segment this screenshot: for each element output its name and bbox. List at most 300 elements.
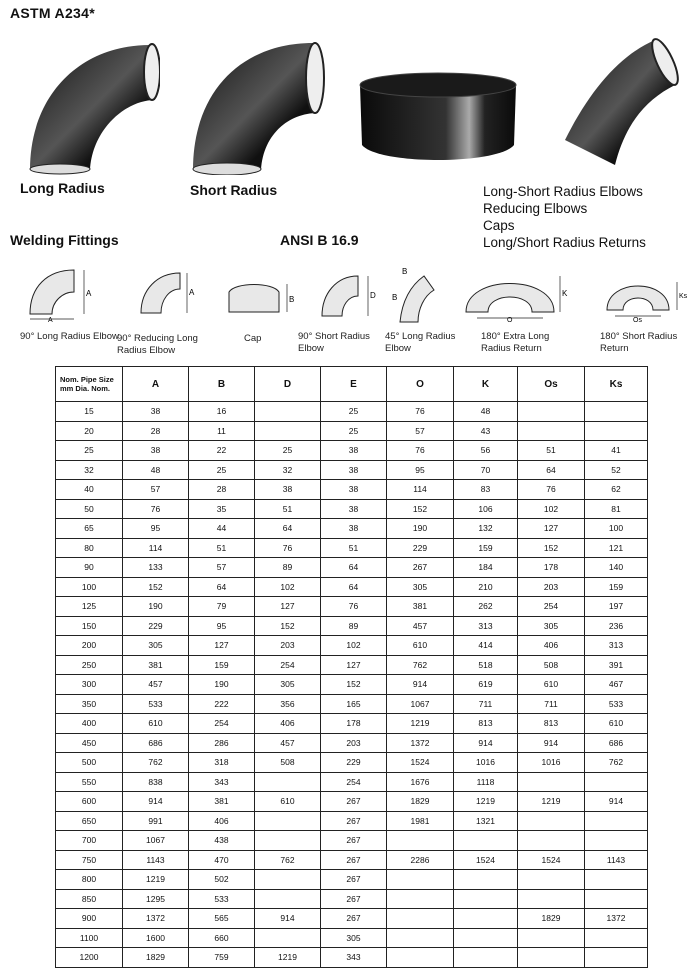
table-cell: 1016 [454, 753, 518, 773]
table-cell: 267 [321, 831, 387, 851]
table-row [56, 480, 648, 500]
table-cell [518, 928, 585, 948]
table-cell: 38 [123, 402, 189, 422]
table-cell: 25 [255, 441, 321, 461]
table-row [56, 733, 648, 753]
table-cell: 222 [189, 694, 255, 714]
table-cell: 50 [56, 499, 123, 519]
table-row [56, 772, 648, 792]
table-cell: 533 [585, 694, 648, 714]
sketch-label: 90° Reducing Long Radius Elbow [117, 333, 198, 356]
table-cell [387, 928, 454, 948]
svg-text:D: D [370, 291, 376, 300]
table-cell: 25 [321, 421, 387, 441]
table-row [56, 597, 648, 617]
table-cell: 38 [321, 480, 387, 500]
column-header: E [321, 367, 387, 402]
table-cell: 70 [454, 460, 518, 480]
table-cell: 565 [189, 909, 255, 929]
table-row [56, 714, 648, 734]
table-cell: 900 [56, 909, 123, 929]
table-cell: 262 [454, 597, 518, 617]
table-cell: 711 [518, 694, 585, 714]
table-cell: 200 [56, 636, 123, 656]
table-cell: 40 [56, 480, 123, 500]
table-cell: 1143 [585, 850, 648, 870]
table-cell: 76 [387, 441, 454, 461]
table-cell: 1372 [585, 909, 648, 929]
table-cell: 52 [585, 460, 648, 480]
table-cell: 1219 [387, 714, 454, 734]
table-row [56, 792, 648, 812]
table-cell: 197 [585, 597, 648, 617]
table-cell [585, 831, 648, 851]
table-cell: 305 [123, 636, 189, 656]
table-row [56, 538, 648, 558]
table-cell [585, 889, 648, 909]
table-cell: 1219 [123, 870, 189, 890]
table-cell: 438 [189, 831, 255, 851]
table-cell [518, 772, 585, 792]
table-cell: 610 [387, 636, 454, 656]
table-cell: 65 [56, 519, 123, 539]
table-cell: 95 [123, 519, 189, 539]
table-cell: 500 [56, 753, 123, 773]
table-cell [387, 948, 454, 968]
table-cell: 57 [189, 558, 255, 578]
table-row [56, 753, 648, 773]
table-cell: 533 [123, 694, 189, 714]
svg-text:Ks: Ks [679, 293, 688, 300]
table-cell [255, 831, 321, 851]
table-cell: 550 [56, 772, 123, 792]
table-cell: 914 [454, 733, 518, 753]
table-cell: 356 [255, 694, 321, 714]
table-cell: 152 [255, 616, 321, 636]
table-cell: 38 [321, 441, 387, 461]
table-cell: 25 [321, 402, 387, 422]
table-cell: 914 [585, 792, 648, 812]
table-cell: 89 [255, 558, 321, 578]
table-cell: 127 [255, 597, 321, 617]
table-cell: 76 [518, 480, 585, 500]
table-cell: 762 [123, 753, 189, 773]
table-cell: 502 [189, 870, 255, 890]
table-cell: 64 [518, 460, 585, 480]
table-cell [454, 928, 518, 948]
list-item: Caps [483, 218, 515, 233]
table-row [56, 811, 648, 831]
table-cell: 81 [585, 499, 648, 519]
table-cell: 102 [321, 636, 387, 656]
table-cell: 406 [189, 811, 255, 831]
table-cell: 1829 [518, 909, 585, 929]
table-cell: 406 [518, 636, 585, 656]
table-cell: 914 [255, 909, 321, 929]
table-cell: 470 [189, 850, 255, 870]
sketch-90-reducing [135, 265, 205, 320]
sketch-cap [225, 278, 300, 318]
table-cell: 914 [518, 733, 585, 753]
table-cell: 1372 [123, 909, 189, 929]
table-cell: 190 [387, 519, 454, 539]
table-cell: 400 [56, 714, 123, 734]
svg-text:A: A [86, 289, 92, 298]
svg-text:Os: Os [633, 317, 642, 324]
table-cell: 152 [387, 499, 454, 519]
sketch-label: 180° Extra Long Radius Return [481, 331, 550, 354]
fitting-types-list [483, 183, 646, 251]
table-cell: 267 [321, 850, 387, 870]
table-cell: 267 [321, 870, 387, 890]
table-cell: 1676 [387, 772, 454, 792]
table-cell: 127 [189, 636, 255, 656]
table-cell: 254 [189, 714, 255, 734]
table-cell: 44 [189, 519, 255, 539]
table-cell: 1524 [454, 850, 518, 870]
table-row [56, 850, 648, 870]
table-cell: 106 [454, 499, 518, 519]
svg-text:B: B [392, 293, 398, 302]
table-cell [518, 421, 585, 441]
table-cell: 762 [387, 655, 454, 675]
table-cell: 610 [255, 792, 321, 812]
sketch-180-extra-long [460, 264, 570, 324]
table-cell: 254 [321, 772, 387, 792]
table-cell: 133 [123, 558, 189, 578]
table-cell: 350 [56, 694, 123, 714]
table-row [56, 616, 648, 636]
table-row [56, 460, 648, 480]
table-cell: 343 [321, 948, 387, 968]
table-cell: 127 [321, 655, 387, 675]
table-cell: 318 [189, 753, 255, 773]
table-cell: 610 [585, 714, 648, 734]
table-cell: 1295 [123, 889, 189, 909]
cap-photo [358, 70, 518, 170]
table-cell: 313 [454, 616, 518, 636]
long-radius-elbow-photo [20, 35, 160, 175]
table-cell [518, 831, 585, 851]
table-cell: 381 [387, 597, 454, 617]
table-cell: 83 [454, 480, 518, 500]
table-cell: 51 [518, 441, 585, 461]
svg-text:O: O [507, 317, 513, 324]
table-cell: 38 [321, 519, 387, 539]
table-cell: 76 [255, 538, 321, 558]
column-header: Nom. Pipe Size mm Dia. Nom. [56, 367, 123, 402]
table-cell: 76 [387, 402, 454, 422]
table-cell: 90 [56, 558, 123, 578]
table-cell: 125 [56, 597, 123, 617]
table-cell [585, 811, 648, 831]
table-cell: 267 [321, 811, 387, 831]
table-cell: 35 [189, 499, 255, 519]
table-cell: 20 [56, 421, 123, 441]
table-cell: 102 [518, 499, 585, 519]
table-cell: 686 [123, 733, 189, 753]
table-row [56, 441, 648, 461]
table-cell [454, 909, 518, 929]
table-cell: 64 [321, 577, 387, 597]
table-cell: 76 [123, 499, 189, 519]
table-row [56, 889, 648, 909]
table-cell [255, 402, 321, 422]
table-cell: 305 [255, 675, 321, 695]
sketch-90-short-radius [318, 266, 388, 326]
table-cell: 150 [56, 616, 123, 636]
table-cell [585, 928, 648, 948]
table-cell: 1067 [123, 831, 189, 851]
table-cell: 1067 [387, 694, 454, 714]
table-cell [255, 772, 321, 792]
column-header: Os [518, 367, 585, 402]
table-row [56, 636, 648, 656]
table-cell: 152 [321, 675, 387, 695]
table-cell: 178 [518, 558, 585, 578]
table-cell [585, 421, 648, 441]
table-cell: 759 [189, 948, 255, 968]
table-cell: 79 [189, 597, 255, 617]
table-cell: 32 [56, 460, 123, 480]
table-cell: 190 [189, 675, 255, 695]
sketch-label: 90° Short Radius Elbow [298, 331, 370, 354]
svg-text:K: K [562, 289, 568, 298]
table-cell: 25 [56, 441, 123, 461]
table-cell: 140 [585, 558, 648, 578]
table-cell: 1200 [56, 948, 123, 968]
table-cell: 203 [321, 733, 387, 753]
table-cell: 914 [387, 675, 454, 695]
table-cell: 64 [255, 519, 321, 539]
table-cell: 305 [321, 928, 387, 948]
table-row [56, 675, 648, 695]
svg-text:B: B [402, 267, 408, 276]
table-cell: 95 [189, 616, 255, 636]
table-cell [585, 948, 648, 968]
table-cell: 132 [454, 519, 518, 539]
table-cell: 159 [454, 538, 518, 558]
table-cell [454, 889, 518, 909]
table-row [56, 870, 648, 890]
table-cell: 152 [123, 577, 189, 597]
table-cell: 267 [321, 792, 387, 812]
table-cell: 236 [585, 616, 648, 636]
table-cell: 1100 [56, 928, 123, 948]
short-radius-caption: Short Radius [190, 182, 278, 198]
table-cell: 450 [56, 733, 123, 753]
table-cell [585, 870, 648, 890]
table-row [56, 831, 648, 851]
table-cell: 813 [454, 714, 518, 734]
list-item: Long/Short Radius Returns [483, 235, 646, 250]
table-row [56, 421, 648, 441]
table-cell: 1600 [123, 928, 189, 948]
sketch-45-long-radius [388, 264, 448, 329]
table-cell: 300 [56, 675, 123, 695]
table-cell: 62 [585, 480, 648, 500]
table-cell: 95 [387, 460, 454, 480]
table-cell: 457 [255, 733, 321, 753]
table-cell: 686 [585, 733, 648, 753]
table-cell: 1118 [454, 772, 518, 792]
sketch-label: 45° Long Radius Elbow [385, 331, 456, 354]
table-cell: 267 [321, 889, 387, 909]
sketch-label: 90° Long Radius Elbow [20, 331, 119, 342]
table-cell: 102 [255, 577, 321, 597]
table-cell: 313 [585, 636, 648, 656]
table-cell: 100 [585, 519, 648, 539]
table-cell: 43 [454, 421, 518, 441]
table-cell: 414 [454, 636, 518, 656]
table-cell: 991 [123, 811, 189, 831]
table-cell: 467 [585, 675, 648, 695]
table-cell: 619 [454, 675, 518, 695]
sketch-180-short-radius [603, 268, 693, 324]
table-cell: 28 [189, 480, 255, 500]
table-cell: 1372 [387, 733, 454, 753]
table-cell: 1219 [518, 792, 585, 812]
table-cell: 100 [56, 577, 123, 597]
column-header: Ks [585, 367, 648, 402]
table-cell: 343 [189, 772, 255, 792]
table-cell: 16 [189, 402, 255, 422]
long-radius-caption: Long Radius [20, 180, 105, 196]
table-cell: 64 [321, 558, 387, 578]
table-cell: 121 [585, 538, 648, 558]
table-cell: 51 [189, 538, 255, 558]
table-cell: 254 [518, 597, 585, 617]
table-cell [518, 889, 585, 909]
table-cell: 1321 [454, 811, 518, 831]
table-cell: 762 [585, 753, 648, 773]
table-cell: 267 [387, 558, 454, 578]
table-cell [387, 870, 454, 890]
table-cell: 38 [321, 499, 387, 519]
table-cell: 508 [255, 753, 321, 773]
table-row [56, 909, 648, 929]
page-title: ASTM A234* [10, 5, 95, 21]
table-cell: 1219 [255, 948, 321, 968]
table-header-row [56, 367, 648, 402]
standard-label: ANSI B 16.9 [280, 232, 359, 248]
table-cell: 184 [454, 558, 518, 578]
table-row [56, 577, 648, 597]
table-cell: 1143 [123, 850, 189, 870]
table-cell: 610 [123, 714, 189, 734]
table-cell: 25 [189, 460, 255, 480]
table-cell [454, 870, 518, 890]
table-cell [255, 870, 321, 890]
table-cell [454, 948, 518, 968]
column-header: O [387, 367, 454, 402]
table-cell: 838 [123, 772, 189, 792]
table-cell [518, 811, 585, 831]
45-degree-elbow-photo [560, 30, 680, 170]
table-row [56, 519, 648, 539]
table-cell: 22 [189, 441, 255, 461]
table-row [56, 948, 648, 968]
short-radius-elbow-photo [188, 35, 328, 175]
table-cell: 203 [255, 636, 321, 656]
table-cell: 254 [255, 655, 321, 675]
table-cell [387, 889, 454, 909]
table-cell: 114 [387, 480, 454, 500]
table-cell: 210 [454, 577, 518, 597]
table-cell: 750 [56, 850, 123, 870]
table-cell [518, 948, 585, 968]
table-cell [518, 402, 585, 422]
table-cell: 159 [189, 655, 255, 675]
table-cell: 800 [56, 870, 123, 890]
table-cell: 38 [123, 441, 189, 461]
table-cell [255, 421, 321, 441]
table-cell: 114 [123, 538, 189, 558]
table-cell [585, 772, 648, 792]
table-cell: 190 [123, 597, 189, 617]
table-cell: 57 [387, 421, 454, 441]
table-cell: 250 [56, 655, 123, 675]
table-cell: 159 [585, 577, 648, 597]
sketch-90-long-radius [22, 262, 102, 322]
table-cell [518, 870, 585, 890]
table-row [56, 558, 648, 578]
table-cell: 286 [189, 733, 255, 753]
table-cell: 229 [123, 616, 189, 636]
table-cell: 48 [123, 460, 189, 480]
table-cell: 1829 [123, 948, 189, 968]
table-cell: 762 [255, 850, 321, 870]
table-cell: 2286 [387, 850, 454, 870]
table-cell: 700 [56, 831, 123, 851]
table-cell: 64 [189, 577, 255, 597]
table-cell: 56 [454, 441, 518, 461]
table-row [56, 655, 648, 675]
table-cell: 1829 [387, 792, 454, 812]
sketch-label: Cap [244, 333, 262, 344]
svg-text:B: B [289, 295, 295, 304]
table-cell: 32 [255, 460, 321, 480]
sketch-label: 180° Short Radius Return [600, 331, 678, 354]
table-row [56, 402, 648, 422]
table-cell: 15 [56, 402, 123, 422]
table-cell: 80 [56, 538, 123, 558]
table-cell: 914 [123, 792, 189, 812]
table-cell: 391 [585, 655, 648, 675]
table-cell: 41 [585, 441, 648, 461]
table-cell: 518 [454, 655, 518, 675]
table-cell: 305 [518, 616, 585, 636]
table-cell: 381 [189, 792, 255, 812]
column-header: A [123, 367, 189, 402]
table-cell: 267 [321, 909, 387, 929]
table-row [56, 499, 648, 519]
table-row [56, 928, 648, 948]
table-cell [255, 928, 321, 948]
table-cell: 38 [321, 460, 387, 480]
table-cell [454, 831, 518, 851]
table-cell: 660 [189, 928, 255, 948]
column-header: D [255, 367, 321, 402]
table-cell: 850 [56, 889, 123, 909]
table-cell: 1981 [387, 811, 454, 831]
dimensions-table [55, 366, 648, 968]
table-cell: 203 [518, 577, 585, 597]
table-row [56, 694, 648, 714]
list-item: Long-Short Radius Elbows [483, 184, 643, 199]
table-cell: 165 [321, 694, 387, 714]
table-cell: 229 [321, 753, 387, 773]
